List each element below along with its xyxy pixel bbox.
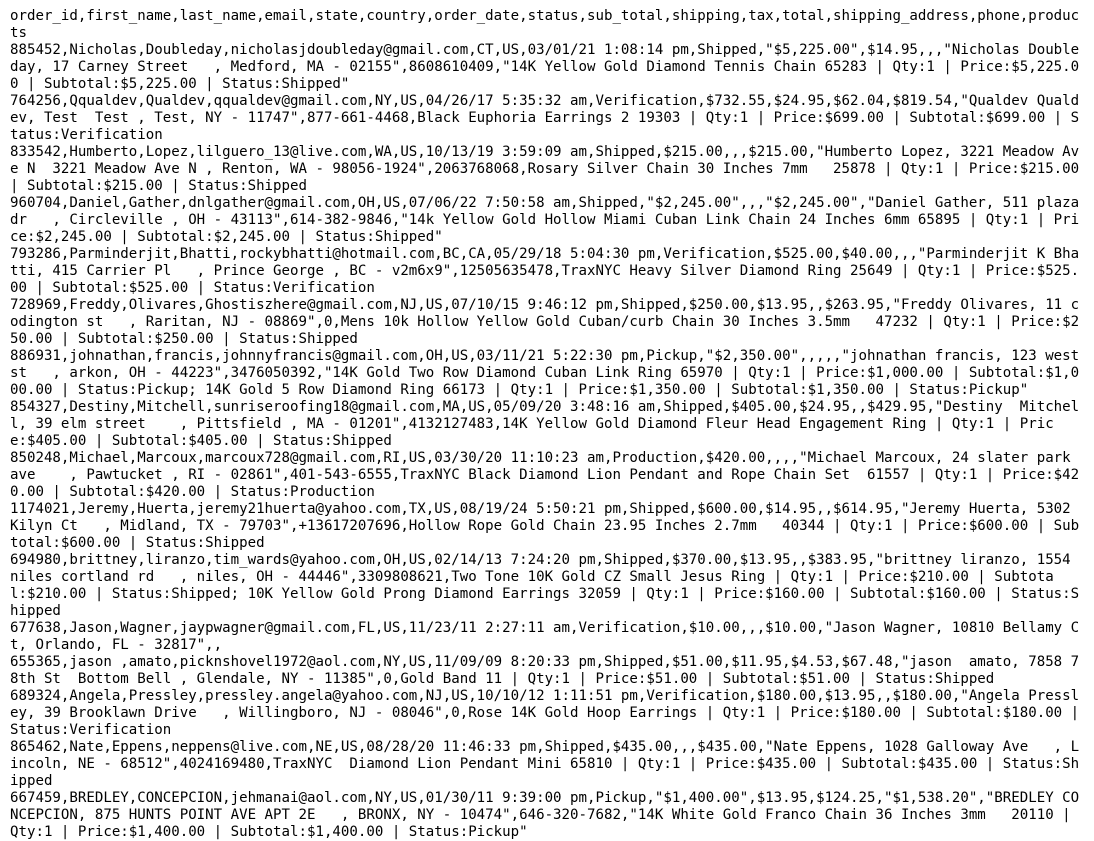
csv-header-row: order_id,first_name,last_name,email,state,country,order_date,status,sub_total,shipping,tax,total,shipping_address,phone,products [10,8,1080,41]
csv-record-row: 694980,brittney,liranzo,tim_wards@yahoo.com,OH,US,02/14/13 7:24:20 pm,Shipped,$370.00,$13.95,,$383.95,"brittney liranzo, 1554 niles cortland rd , niles, OH - 44446",3309808621,Two Tone 10K Gold CZ Small Jesus Ring | Qty:1 | Price:$210.00 | Subtotal:$210.00 | Status:Shipped; 10K Yellow Gold Prong Diamond Earrings 32059 | Qty:1 | Price:$160.00 | Subtotal:$160.00 | Status:Shipped [10,552,1080,619]
csv-record-row: 885452,Nicholas,Doubleday,nicholasjdoubleday@gmail.com,CT,US,03/01/21 1:08:14 pm,Shipped,"$5,225.00",$14.95,,,"Nicholas Doubleday, 17 Carney Street , Medford, MA - 02155",8608610409,"14K Yellow Gold Diamond Tennis Chain 65283 | Qty:1 | Price:$5,225.00 | Subtotal:$5,225.00 | Status:Shipped" [10,42,1080,92]
csv-record-row: 833542,Humberto,Lopez,lilguero_13@live.com,WA,US,10/13/19 3:59:09 am,Shipped,$215.00,,,$215.00,"Humberto Lopez, 3221 Meadow Ave N 3221 Meadow Ave N , Renton, WA - 98056-1924",2063768068,Rosary Silver Chain 30 Inches 7mm 25878 | Qty:1 | Price:$215.00 | Subtotal:$215.00 | Status:Shipped [10,144,1088,194]
csv-record-row: 960704,Daniel,Gather,dnlgather@gmail.com,OH,US,07/06/22 7:50:58 am,Shipped,"$2,245.00",,,"$2,245.00","Daniel Gather, 511 plaza dr , Circleville , OH - 43113",614-382-9846,"14k Yellow Gold Hollow Miami Cuban Link Chain 24 Inches 6mm 65895 | Qty:1 | Price:$2,245.00 | Subtotal:$2,245.00 | Status:Shipped" [10,195,1088,245]
csv-record-row: 865462,Nate,Eppens,neppens@live.com,NE,US,08/28/20 11:46:33 pm,Shipped,$435.00,,,$435.00,"Nate Eppens, 1028 Galloway Ave , Lincoln, NE - 68512",4024169480,TraxNYC Diamond Lion Pendant Mini 65810 | Qty:1 | Price:$435.00 | Subtotal:$435.00 | Status:Shipped [10,739,1080,789]
csv-record-row: 667459,BREDLEY,CONCEPCION,jehmanai@aol.com,NY,US,01/30/11 9:39:00 pm,Pickup,"$1,400.00",$13.95,$124.25,"$1,538.20","BREDLEY CONCEPCION, 875 HUNTS POINT AVE APT 2E , BRONX, NY - 10474",646-320-7682,"14K White Gold Franco Chain 36 Inches 3mm 20110 | Qty:1 | Price:$1,400.00 | Subtotal:$1,400.00 | Status:Pickup" [10,790,1080,840]
csv-record-row: 1174021,Jeremy,Huerta,jeremy21huerta@yahoo.com,TX,US,08/19/24 5:50:21 pm,Shipped,$600.00,$14.95,,$614.95,"Jeremy Huerta, 5302 Kilyn Ct , Midland, TX - 79703",+13617207696,Hollow Rope Gold Chain 23.95 Inches 2.7mm 40344 | Qty:1 | Price:$600.00 | Subtotal:$600.00 | Status:Shipped [10,501,1080,551]
csv-record-row: 689324,Angela,Pressley,pressley.angela@yahoo.com,NJ,US,10/10/12 1:11:51 pm,Verification,$180.00,$13.95,,$180.00,"Angela Pressley, 39 Brooklawn Drive , Willingboro, NJ - 08046",0,Rose 14K Gold Hoop Earrings | Qty:1 | Price:$180.00 | Subtotal:$180.00 | Status:Verification [10,688,1088,738]
csv-record-row: 677638,Jason,Wagner,jaypwagner@gmail.com,FL,US,11/23/11 2:27:11 am,Verification,$10.00,,,$10.00,"Jason Wagner, 10810 Bellamy Ct, Orlando, FL - 32817",, [10,620,1080,653]
csv-record-row: 886931,johnathan,francis,johnnyfrancis@gmail.com,OH,US,03/11/21 5:22:30 pm,Pickup,"$2,350.00",,,,,"johnathan francis, 123 west st , arkon, OH - 44223",3476050392,"14K Gold Two Row Diamond Cuban Link Ring 65970 | Qty:1 | Price:$1,000.00 | Subtotal:$1,000.00 | Status:Pickup; 14K Gold 5 Row Diamond Ring 66173 | Qty:1 | Price:$1,350.00 | Subtotal:$1,350.00 | Status:Pickup" [10,348,1088,398]
csv-record-row: 793286,Parminderjit,Bhatti,rockybhatti@hotmail.com,BC,CA,05/29/18 5:04:30 pm,Verification,$525.00,$40.00,,,"Parminderjit K Bhatti, 415 Carrier Pl , Prince George , BC - v2m6x9",12505635478,TraxNYC Heavy Silver Diamond Ring 25649 | Qty:1 | Price:$525.00 | Subtotal:$525.00 | Status:Verification [10,246,1080,296]
csv-record-row: 854327,Destiny,Mitchell,sunriseroofing18@gmail.com,MA,US,05/09/20 3:48:16 am,Shipped,$405.00,$24.95,,$429.95,"Destiny Mitchell, 39 elm street , Pittsfield , MA - 01201",4132127483,14K Yellow Gold Diamond Fleur Head Engagement Ring | Qty:1 | Price:$405.00 | Subtotal:$405.00 | Status:Shipped [10,399,1080,449]
csv-record-row: 728969,Freddy,Olivares,Ghostiszhere@gmail.com,NJ,US,07/10/15 9:46:12 pm,Shipped,$250.00,$13.95,,$263.95,"Freddy Olivares, 11 codington st , Raritan, NJ - 08869",0,Mens 10k Hollow Yellow Gold Cuban/curb Chain 30 Inches 3.5mm 47232 | Qty:1 | Price:$250.00 | Subtotal:$250.00 | Status:Shipped [10,297,1080,347]
csv-record-row: 850248,Michael,Marcoux,marcoux728@gmail.com,RI,US,03/30/20 11:10:23 am,Production,$420.00,,,,"Michael Marcoux, 24 slater park ave , Pawtucket , RI - 02861",401-543-6555,TraxNYC Black Diamond Lion Pendant and Rope Chain Set 61557 | Qty:1 | Price:$420.00 | Subtotal:$420.00 | Status:Production [10,450,1080,500]
csv-record-row: 764256,Qqualdev,Qualdev,qqualdev@gmail.com,NY,US,04/26/17 5:35:32 am,Verification,$732.55,$24.95,$62.04,$819.54,"Qualdev Qualdev, Test Test , Test, NY - 11747",877-661-4468,Black Euphoria Earrings 2 19303 | Qty:1 | Price:$699.00 | Subtotal:$699.00 | Status:Verification [10,93,1080,143]
csv-record-row: 655365,jason ,amato,picknshovel1972@aol.com,NY,US,11/09/09 8:20:33 pm,Shipped,$51.00,$11.95,$4.53,$67.48,"jason amato, 7858 78th St Bottom Bell , Glendale, NY - 11385",0,Gold Band 11 | Qty:1 | Price:$51.00 | Subtotal:$51.00 | Status:Shipped [10,654,1080,687]
